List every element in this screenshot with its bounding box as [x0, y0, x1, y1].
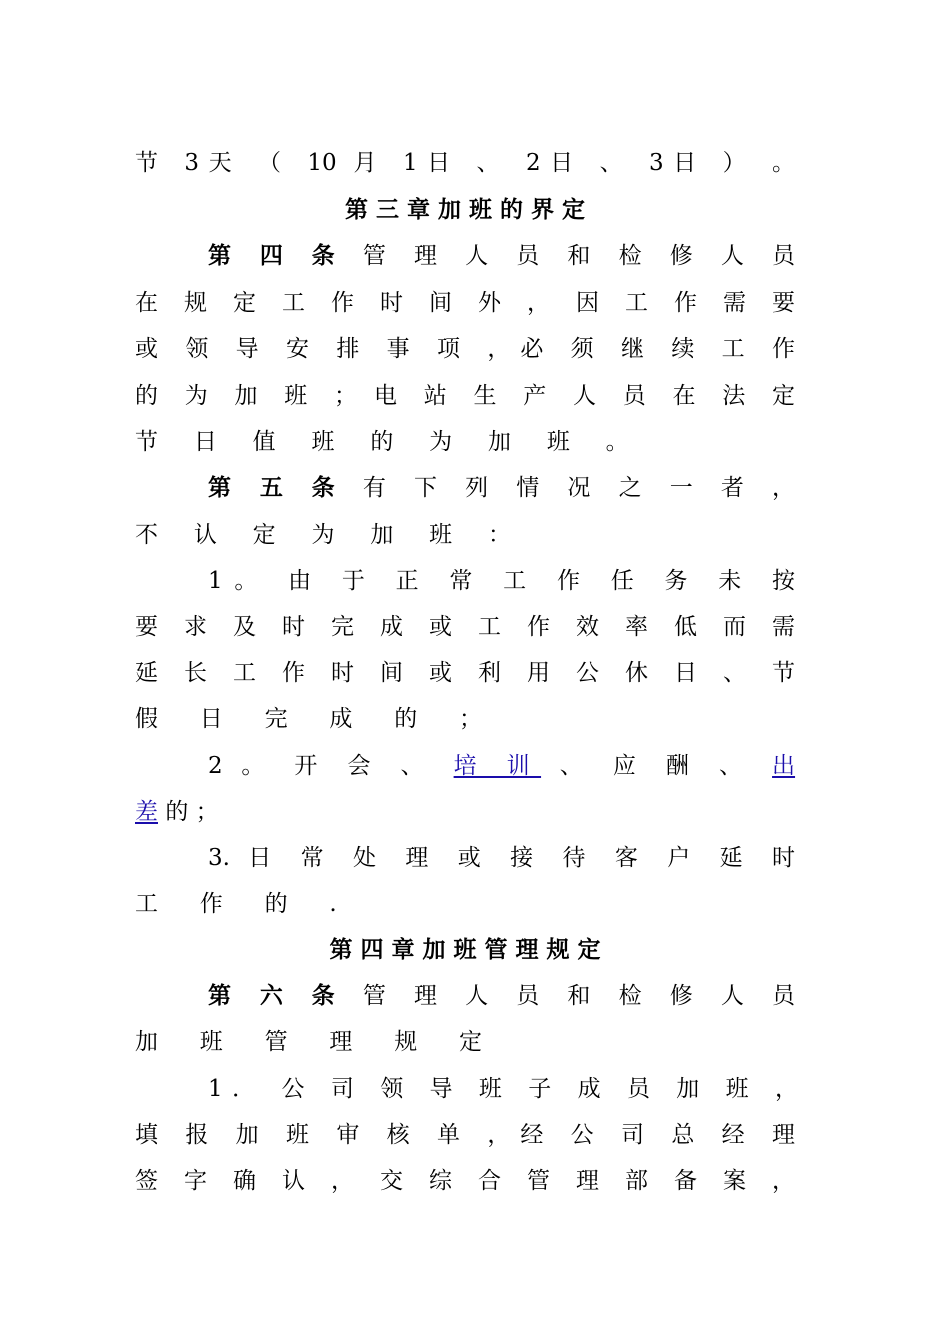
item-2-text-c: 的 ；	[165, 799, 219, 825]
article-6-label: 第 六 条	[208, 983, 346, 1009]
item-1-line-1: 1。 由 于 正 常 工 作 任 务 未 按	[208, 568, 795, 594]
chapter-4-heading: 第 四 章 加 班 管 理 规 定	[329, 937, 601, 963]
item-2-text-a: 2 。 开 会 、	[208, 753, 435, 779]
business-trip-link-part-1[interactable]: 出	[772, 753, 796, 779]
text-line: 不 认 定 为 加 班 ：	[135, 522, 526, 548]
text-line: 要 求 及 时 完 成 或 工 作 效 率 低 而 需	[135, 614, 795, 640]
text-line: 假 日 完 成 的 ；	[135, 706, 500, 732]
item-2-line-2	[135, 795, 795, 829]
text-line: 加 班 管 理 规 定	[135, 1029, 500, 1055]
item-6-1-line-1: 1． 公 司 领 导 班 子 成 员 加 班 ，	[208, 1076, 798, 1102]
article-4-text: 管 理 人 员 和 检 修 人 员	[362, 243, 796, 269]
article-6-text: 管 理 人 员 和 检 修 人 员	[362, 983, 796, 1009]
article-5-label: 第 五 条	[208, 475, 346, 501]
text-line: 在 规 定 工 作 时 间 外 ， 因 工 作 需 要	[135, 290, 795, 316]
chapter-3-heading: 第 三 章 加 班 的 界 定	[344, 197, 586, 223]
text-line: 填 报 加 班 审 核 单 ，经 公 司 总 经 理	[135, 1122, 795, 1148]
article-5-line-1	[208, 471, 795, 505]
text-line: 工 作 的 .	[135, 891, 354, 917]
article-4-line-1	[208, 239, 795, 273]
training-link[interactable]: 培 训	[453, 753, 542, 779]
text-line: 的 为 加 班 ； 电 站 生 产 人 员 在 法 定	[135, 383, 795, 409]
article-6-line-1	[208, 979, 795, 1013]
article-4-label: 第 四 条	[208, 243, 346, 269]
text-line: 或 领 导 安 排 事 项 ，必 须 继 续 工 作	[135, 336, 795, 362]
text-line-1: 节 3天 （ 10 月 1日 、 2日 、 3日 ） 。	[135, 150, 795, 176]
item-2-line-1	[208, 749, 795, 783]
text-line: 签 字 确 认 ， 交 综 合 管 理 部 备 案 ，	[135, 1168, 795, 1194]
business-trip-link-part-2[interactable]: 差	[135, 799, 158, 825]
item-2-text-b: 、 应 酬 、	[559, 753, 754, 779]
item-3-line-1: 3. 日 常 处 理 或 接 待 客 户 延 时	[208, 845, 795, 871]
text-line: 节 日 值 班 的 为 加 班 。	[135, 429, 643, 455]
text-line: 延 长 工 作 时 间 或 利 用 公 休 日 、 节	[135, 660, 795, 686]
article-5-text: 有 下 列 情 况 之 一 者 ，	[362, 475, 796, 501]
